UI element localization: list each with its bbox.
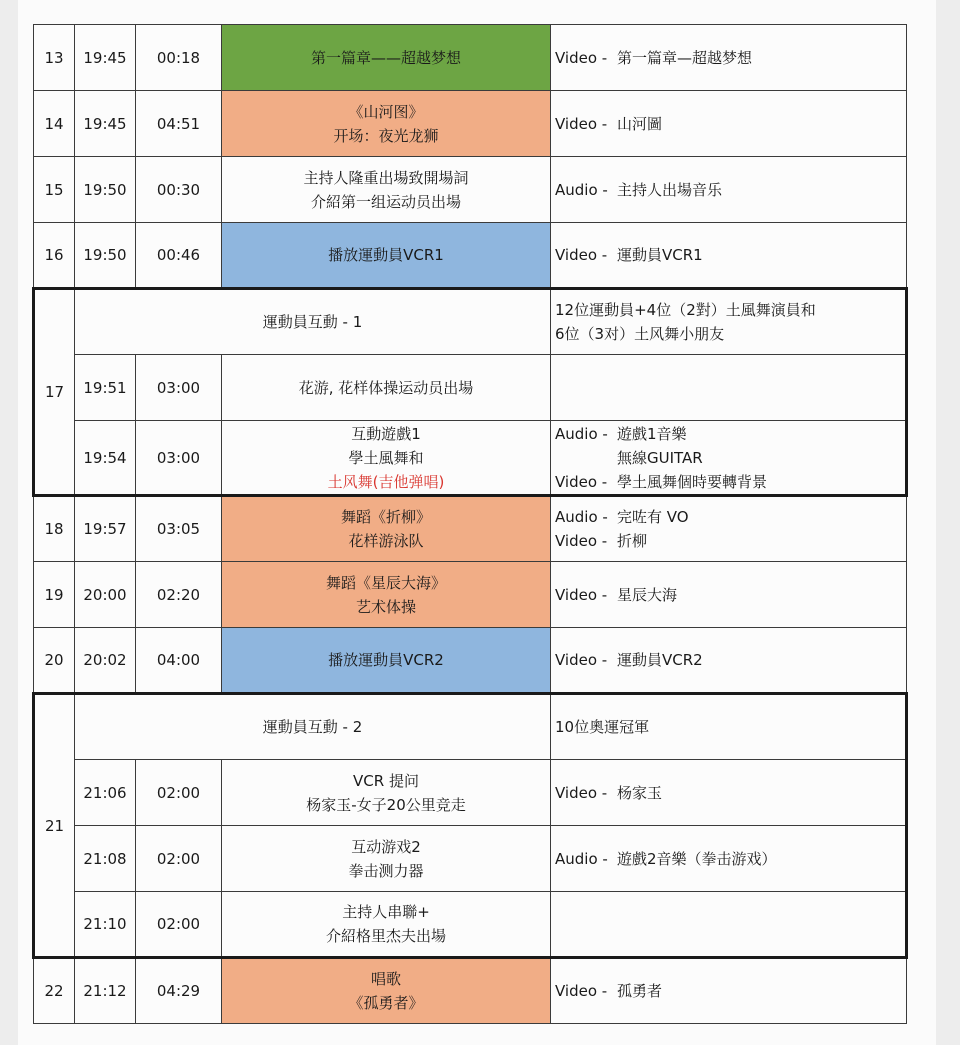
content-line: 舞蹈《折柳》 [340, 508, 431, 526]
start-time: 21:08 [75, 826, 136, 892]
segment-content [222, 421, 551, 496]
content-line: 杨家玉-女子20公里竞走 [306, 795, 466, 814]
table-row-20 [34, 628, 907, 694]
media-cue-empty [551, 355, 907, 421]
document-page [18, 0, 936, 1045]
media-label: Video - [555, 532, 608, 550]
media-label: Audio - [555, 849, 608, 868]
media-label: Video - [555, 651, 608, 669]
start-time: 20:00 [75, 562, 136, 628]
segment-content: 花游, 花样体操运动员出場 [222, 355, 551, 421]
content-line: 唱歌 [370, 970, 401, 988]
table-row-18 [34, 496, 907, 562]
segment-content [222, 760, 551, 826]
media-cue: 10位奧運冠軍 [551, 694, 907, 760]
media-cue [551, 496, 907, 562]
content-line: 舞蹈《星辰大海》 [325, 573, 446, 592]
table-row-17a [34, 355, 907, 421]
media-label: Video - [555, 783, 608, 802]
table-row-19 [34, 562, 907, 628]
table-row-13 [34, 25, 907, 91]
media-text: 12位運動員+4位（2對）土風舞演員和 [555, 301, 816, 319]
content-line: 互动游戏2 [351, 837, 421, 856]
duration: 02:00 [136, 892, 222, 958]
media-cue-empty [551, 892, 907, 958]
start-time: 19:45 [75, 91, 136, 157]
media-text: 6位（3对）土风舞小朋友 [555, 325, 725, 343]
media-label: Video - [555, 48, 608, 67]
content-line: 學土風舞和 [348, 448, 424, 467]
content-line: 互動遊戲1 [351, 424, 421, 443]
media-cue [551, 25, 907, 91]
media-cue [551, 958, 907, 1024]
media-label: Audio - [555, 424, 608, 443]
row-number: 22 [34, 958, 75, 1024]
table-row-21-header [34, 694, 907, 760]
row-number: 14 [34, 91, 75, 157]
start-time: 21:12 [75, 958, 136, 1024]
duration: 02:00 [136, 826, 222, 892]
media-text: 遊戲1音樂 [617, 424, 687, 443]
media-cue [551, 157, 907, 223]
segment-content [222, 826, 551, 892]
media-label: Video - [555, 246, 608, 264]
content-line: 第一篇章——超越梦想 [310, 48, 461, 67]
content-line: 艺术体操 [355, 597, 416, 616]
content-line: 主持人串聯+ [342, 903, 430, 921]
run-of-show-table [32, 24, 908, 1024]
media-text: 孤勇者 [617, 982, 663, 1000]
table-row-21a [34, 760, 907, 826]
start-time: 19:51 [75, 355, 136, 421]
segment-content [222, 157, 551, 223]
media-text: 遊戲2音樂（拳击游戏） [617, 849, 777, 868]
content-line: 《孤勇者》 [348, 994, 424, 1012]
media-cue [551, 223, 907, 289]
media-cue [551, 628, 907, 694]
media-cue [551, 826, 907, 892]
table-row-14 [34, 91, 907, 157]
start-time: 19:57 [75, 496, 136, 562]
start-time: 19:54 [75, 421, 136, 496]
media-text: 運動員VCR2 [617, 651, 703, 669]
row-number: 21 [34, 694, 75, 958]
content-line: 介紹第一组运动员出場 [310, 192, 461, 211]
duration: 02:00 [136, 760, 222, 826]
table-row-21c [34, 892, 907, 958]
start-time: 21:10 [75, 892, 136, 958]
content-line: 《山河图》 [348, 102, 424, 121]
duration: 04:00 [136, 628, 222, 694]
start-time: 19:50 [75, 157, 136, 223]
media-text: 運動員VCR1 [617, 246, 703, 264]
media-label: Audio - [555, 180, 608, 199]
media-label: Video - [555, 114, 608, 133]
media-label: Audio - [555, 508, 608, 526]
media-text: 完咗有 VO [617, 508, 689, 526]
content-line: VCR 提问 [353, 771, 419, 790]
media-cue [551, 562, 907, 628]
media-text: 主持人出場音乐 [617, 180, 723, 199]
segment-content [222, 958, 551, 1024]
duration: 03:05 [136, 496, 222, 562]
segment-content [222, 562, 551, 628]
segment-content [222, 628, 551, 694]
start-time: 21:06 [75, 760, 136, 826]
content-line: 播放運動員VCR1 [328, 246, 444, 264]
segment-content [222, 496, 551, 562]
content-line: 介紹格里杰夫出場 [325, 927, 446, 945]
media-label: Video - [555, 585, 608, 604]
duration: 00:46 [136, 223, 222, 289]
media-text: 第一篇章—超越梦想 [617, 48, 753, 67]
media-text: 杨家玉 [617, 783, 663, 802]
start-time: 19:45 [75, 25, 136, 91]
media-text: 學土風舞個時要轉背景 [617, 472, 768, 491]
start-time: 20:02 [75, 628, 136, 694]
content-line: 开场：夜光龙狮 [333, 126, 439, 145]
content-line: 主持人隆重出場致開場詞 [303, 168, 469, 187]
duration: 00:30 [136, 157, 222, 223]
segment-group-title: 運動員互動 - 1 [75, 289, 551, 355]
table-row-21b [34, 826, 907, 892]
media-cue [551, 289, 907, 355]
table-row-15 [34, 157, 907, 223]
row-number: 16 [34, 223, 75, 289]
table-row-16 [34, 223, 907, 289]
segment-content [222, 91, 551, 157]
segment-content [222, 25, 551, 91]
media-cue [551, 760, 907, 826]
media-text: 折柳 [617, 532, 648, 550]
segment-group-title: 運動員互動 - 2 [75, 694, 551, 760]
content-line-highlight: 土风舞(吉他弹唱) [327, 472, 445, 491]
media-text: 無線GUITAR [617, 448, 703, 467]
media-label: Video - [555, 982, 608, 1000]
content-line: 花样游泳队 [348, 532, 424, 550]
media-text: 山河圖 [617, 114, 663, 133]
duration: 04:51 [136, 91, 222, 157]
duration: 03:00 [136, 421, 222, 496]
segment-content [222, 892, 551, 958]
duration: 02:20 [136, 562, 222, 628]
content-line: 播放運動員VCR2 [328, 651, 444, 669]
table-row-17b [34, 421, 907, 496]
media-text: 星辰大海 [617, 585, 678, 604]
start-time: 19:50 [75, 223, 136, 289]
duration: 03:00 [136, 355, 222, 421]
row-number: 13 [34, 25, 75, 91]
row-number: 19 [34, 562, 75, 628]
row-number: 17 [34, 289, 75, 496]
table-row-17-header [34, 289, 907, 355]
duration: 04:29 [136, 958, 222, 1024]
row-number: 15 [34, 157, 75, 223]
media-cue [551, 91, 907, 157]
row-number: 20 [34, 628, 75, 694]
media-cue [551, 421, 907, 496]
content-line: 拳击测力器 [348, 861, 424, 880]
table-row-22 [34, 958, 907, 1024]
duration: 00:18 [136, 25, 222, 91]
segment-content [222, 223, 551, 289]
row-number: 18 [34, 496, 75, 562]
media-label: Video - [555, 472, 608, 491]
